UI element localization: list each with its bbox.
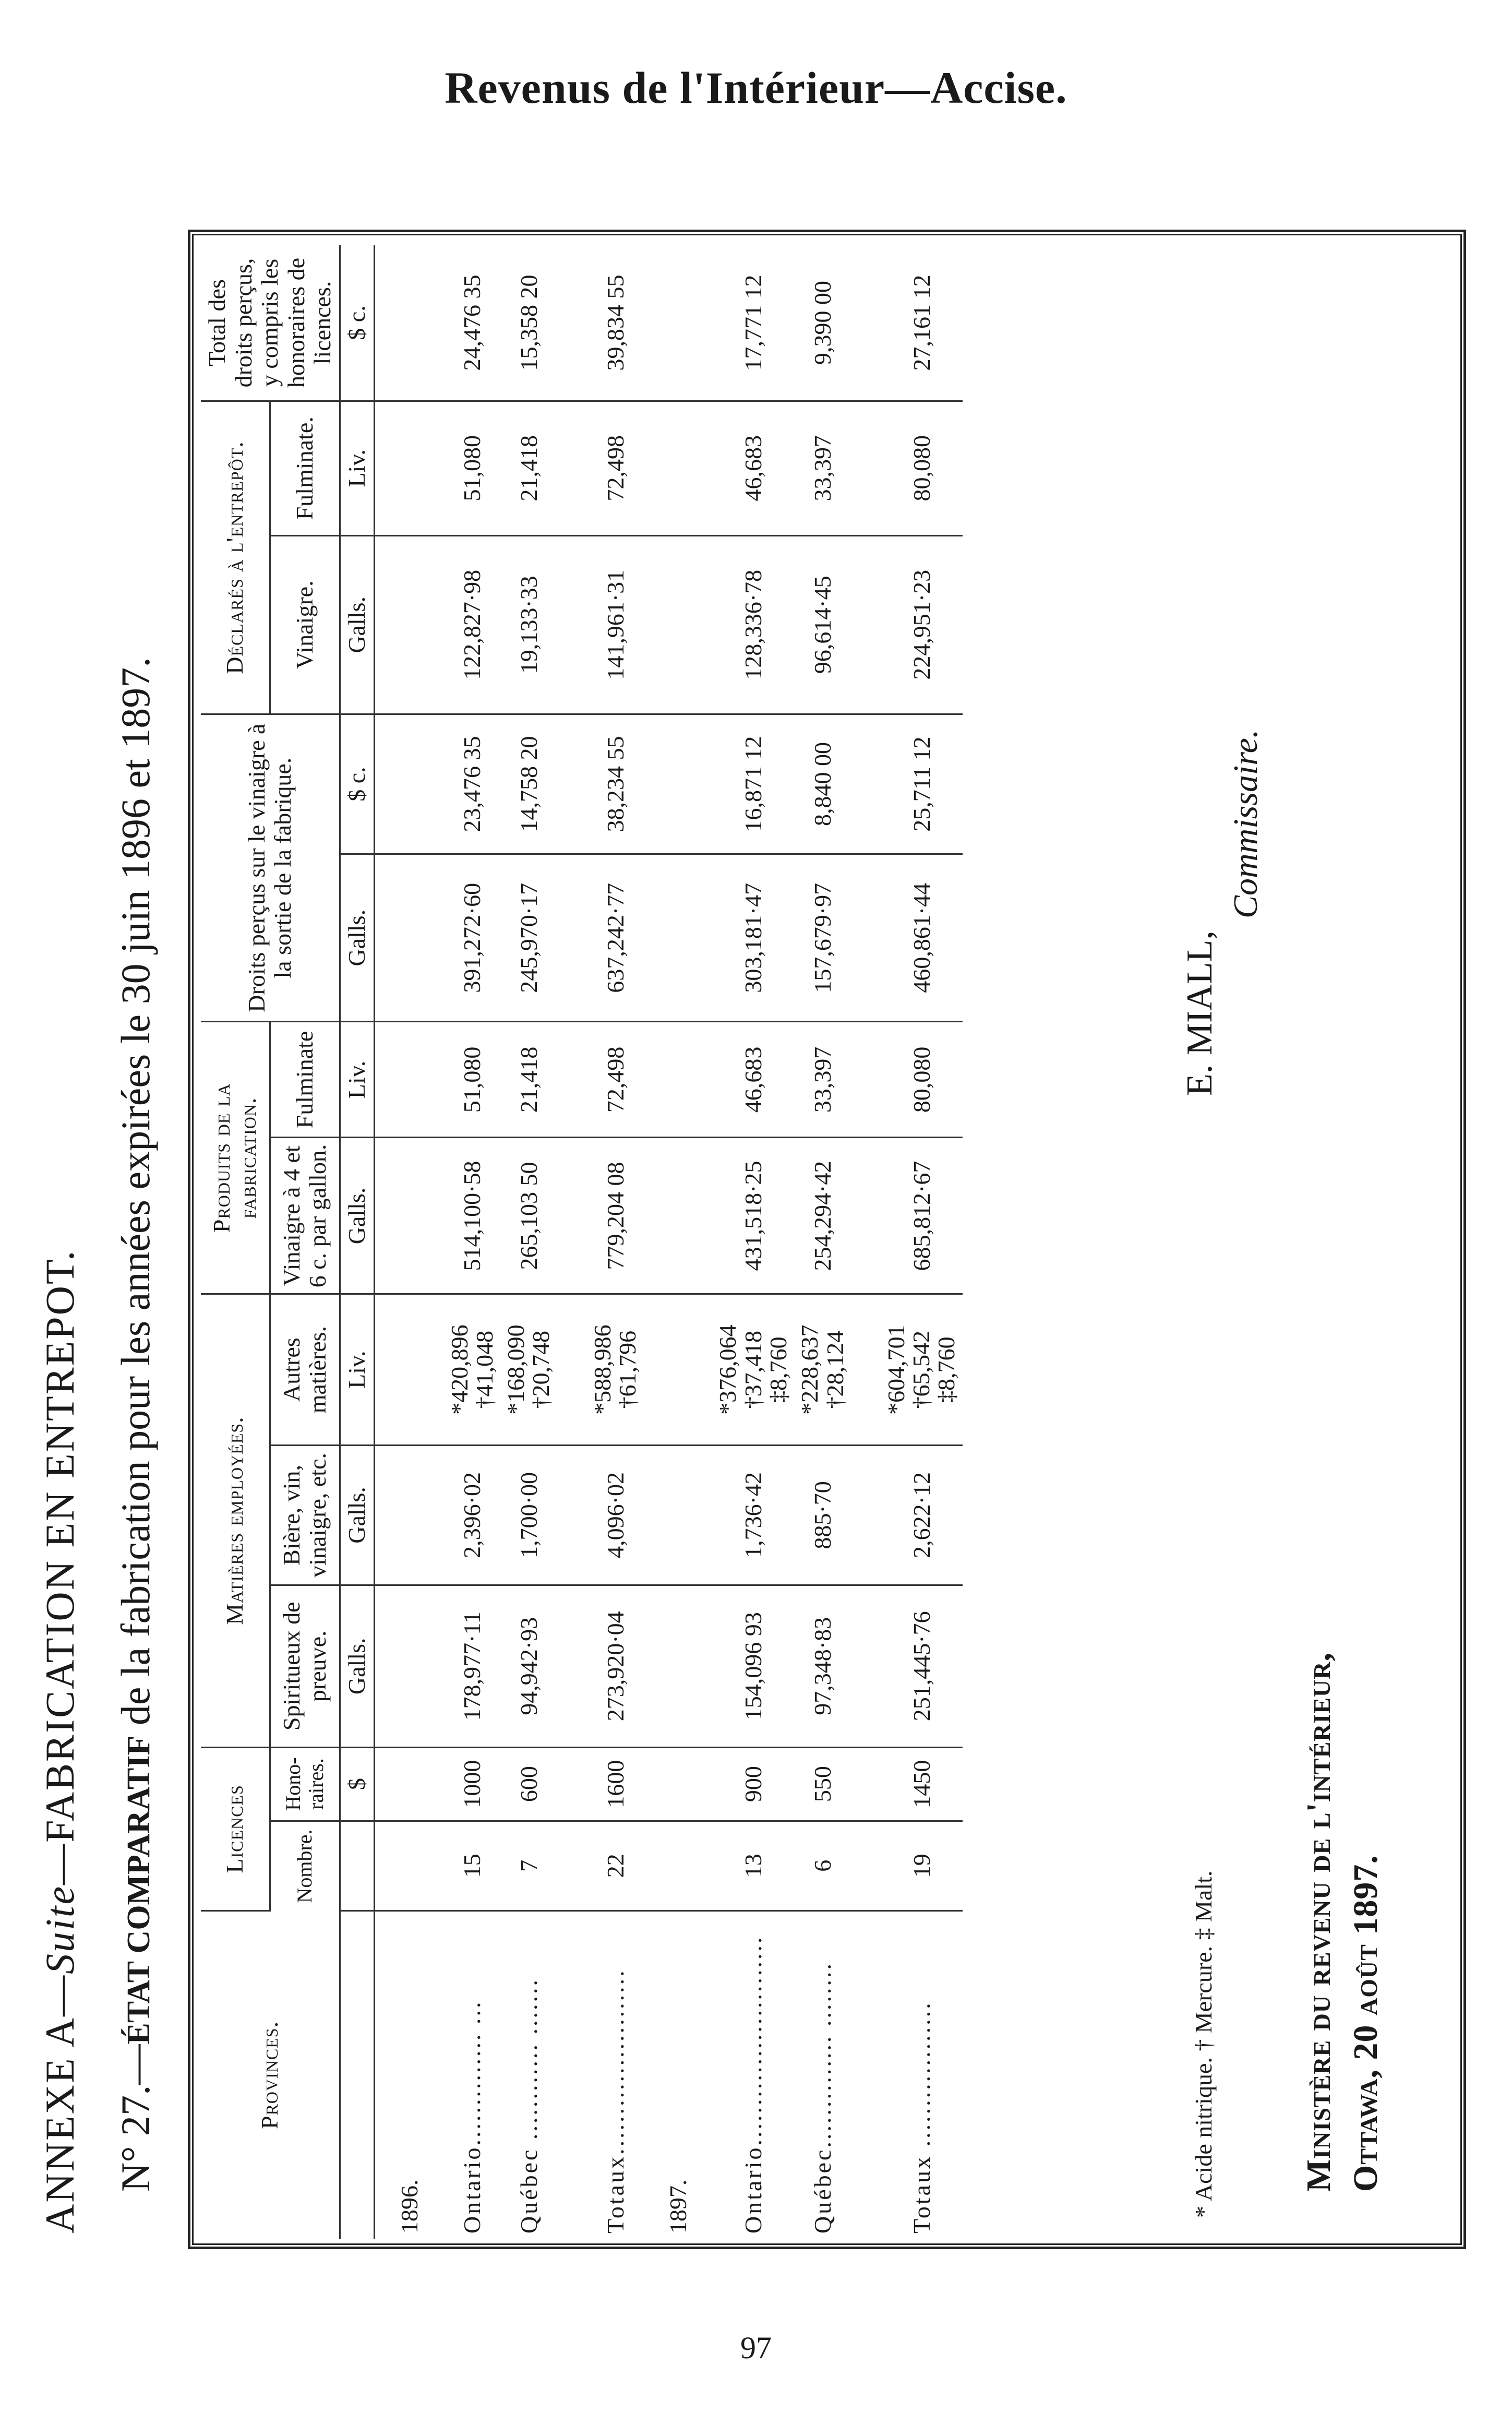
cell-dr-dol: 8,840 00: [794, 714, 851, 854]
unit-vin: Galls.: [340, 1138, 374, 1294]
col-biere: Bière, vin, vinaigre, etc.: [270, 1445, 340, 1585]
col-total: Total des droits perçus, y compris les honoraires de licences.: [201, 245, 340, 401]
col-fulminate: Fulminate: [270, 1022, 340, 1138]
cell-biere: 1,700·00: [500, 1445, 557, 1585]
annex-title: [37, 1249, 83, 2234]
cell-dr-galls: 157,679·97: [794, 854, 851, 1022]
col-droits: Droits perçus sur le vinaigre à la sortie de la fabrique.: [201, 714, 340, 1021]
footnote: * Acide nitrique. † Mercure. ‡ Malt.: [1190, 1870, 1217, 2218]
cell-dr-dol: 16,871 12: [712, 714, 794, 854]
cell-dec-vin: 96,614·45: [794, 535, 851, 714]
row-province: Ontario..........................: [740, 1935, 767, 2234]
row-province: Québec.............. ........: [809, 1962, 836, 2234]
cell-dec-vin: 122,827·98: [444, 535, 501, 714]
col-produits: Produits de la fabrication.: [201, 1022, 270, 1294]
cell-dec-vin: 19,133·33: [500, 535, 557, 714]
cell-hon: 1000: [444, 1747, 501, 1821]
cell-total: 24,476 35: [444, 245, 501, 401]
table-title: [112, 657, 159, 2192]
cell-nombre: 22: [587, 1821, 644, 1910]
table-row: [444, 245, 501, 2239]
unit-hon: $: [340, 1747, 374, 1821]
cell-hon: 600: [500, 1747, 557, 1821]
cell-dr-galls: 460,861·44: [881, 854, 963, 1022]
cell-fulm: 46,683: [712, 1022, 794, 1138]
cell-dr-galls: 303,181·47: [712, 854, 794, 1022]
cell-vin: 431,518·25: [712, 1138, 794, 1294]
cell-autres-2: †61,796: [614, 1330, 641, 1409]
cell-autres: [794, 1294, 851, 1445]
cell-dec-fulm: 46,683: [712, 401, 794, 535]
cell-autres: [444, 1294, 501, 1445]
cell-spir: 154,096 93: [712, 1585, 794, 1748]
cell-fulm: 21,418: [500, 1022, 557, 1138]
cell-dec-vin: 128,336·78: [712, 535, 794, 714]
cell-spir: 97,348·83: [794, 1585, 851, 1748]
cell-autres-1: *420,896: [446, 1324, 473, 1415]
cell-vin: 254,294·42: [794, 1138, 851, 1294]
cell-vin: 514,100·58: [444, 1138, 501, 1294]
page-number: 97: [740, 2331, 772, 2365]
cell-biere: 2,622·12: [881, 1445, 963, 1585]
table-title-rest: de la fabrication pour les années expirées le 30 juin 1896 et 1897.: [113, 657, 158, 1736]
unit-autres: Liv.: [340, 1294, 374, 1445]
ottawa-date-line: Ottawa, 20 août 1897.: [1347, 1855, 1385, 2192]
year-1897: 1897.: [664, 2179, 691, 2234]
signature-title: Commissaire.: [1227, 729, 1265, 918]
cell-dr-galls: 391,272·60: [444, 854, 501, 1022]
totals-row-1896: [587, 245, 644, 2239]
col-dec-vinaigre: Vinaigre.: [270, 535, 340, 714]
col-nombre: Nombre.: [270, 1821, 340, 1910]
row-province: Totaux.......................: [602, 1968, 629, 2234]
cell-total: 27,161 12: [881, 245, 963, 401]
col-dec-fulminate: Fulminate.: [270, 401, 340, 535]
cell-dr-dol: 38,234 55: [587, 714, 644, 854]
cell-hon: 1450: [881, 1747, 963, 1821]
unit-total: $ c.: [340, 245, 374, 401]
cell-biere: 885·70: [794, 1445, 851, 1585]
cell-fulm: 72,498: [587, 1022, 644, 1138]
cell-dr-galls: 637,242·77: [587, 854, 644, 1022]
table-row: [500, 245, 557, 2239]
cell-autres-2: †20,748: [527, 1330, 555, 1409]
cell-dec-fulm: 72,498: [587, 401, 644, 535]
col-spiritueux: Spiritueux de preuve.: [270, 1585, 340, 1748]
cell-autres: [500, 1294, 557, 1445]
cell-autres: [712, 1294, 794, 1445]
cell-total: 9,390 00: [794, 245, 851, 401]
cell-total: 39,834 55: [587, 245, 644, 401]
cell-dec-fulm: 51,080: [444, 401, 501, 535]
unit-blank: [340, 1910, 374, 2239]
cell-nombre: 6: [794, 1821, 851, 1910]
annex-title-suffix: —FABRICATION EN ENTREPOT.: [37, 1249, 82, 1885]
cell-biere: 1,736·42: [712, 1445, 794, 1585]
cell-dr-galls: 245,970·17: [500, 854, 557, 1022]
table-number: N° 27.—: [113, 2044, 158, 2192]
cell-autres-1: *604,701: [882, 1324, 909, 1415]
totals-row-1897: [881, 245, 963, 2239]
table-title-caps: ÉTAT COMPARATIF: [121, 1735, 157, 2045]
signature-name: E. MIALL,: [1180, 930, 1220, 1096]
table-row: [794, 245, 851, 2239]
cell-dec-fulm: 80,080: [881, 401, 963, 535]
cell-fulm: 33,397: [794, 1022, 851, 1138]
annex-title-prefix: ANNEXE A—: [37, 1974, 82, 2234]
cell-total: 17,771 12: [712, 245, 794, 401]
cell-vin: 265,103 50: [500, 1138, 557, 1294]
cell-dec-vin: 224,951·23: [881, 535, 963, 714]
cell-dr-dol: 25,711 12: [881, 714, 963, 854]
col-autres: Autres matières.: [270, 1294, 340, 1445]
cell-biere: 4,096·02: [587, 1445, 644, 1585]
cell-autres-2: †28,124: [821, 1330, 848, 1409]
cell-nombre: 19: [881, 1821, 963, 1910]
cell-hon: 550: [794, 1747, 851, 1821]
cell-dr-dol: 14,758 20: [500, 714, 557, 854]
cell-fulm: 51,080: [444, 1022, 501, 1138]
col-vinaigre-gallon: Vinaigre à 4 et 6 c. par gallon.: [270, 1138, 340, 1294]
col-matieres: Matières employées.: [201, 1294, 270, 1747]
cell-total: 15,358 20: [500, 245, 557, 401]
cell-autres-3: ‡8,760: [933, 1336, 960, 1403]
unit-dec-fulm: Liv.: [340, 401, 374, 535]
cell-autres-1: *168,090: [502, 1324, 530, 1415]
table-row: [712, 245, 794, 2239]
ministere-line: Ministère du revenu de l'intérieur,: [1300, 1652, 1338, 2192]
manufacturing-table: [201, 245, 963, 2239]
cell-hon: 1600: [587, 1747, 644, 1821]
cell-spir: 251,445·76: [881, 1585, 963, 1748]
col-provinces: Provinces.: [201, 1910, 340, 2239]
cell-nombre: 15: [444, 1821, 501, 1910]
year-1896: 1896.: [396, 2179, 423, 2234]
cell-spir: 273,920·04: [587, 1585, 644, 1748]
cell-vin: 779,204 08: [587, 1138, 644, 1294]
cell-vin: 685,812·67: [881, 1138, 963, 1294]
page-header: Revenus de l'Intérieur—Accise.: [445, 63, 1067, 113]
cell-autres-1: *376,064: [714, 1324, 741, 1415]
row-province: Québec ............ .......: [515, 1978, 542, 2234]
cell-autres-2: †37,418: [739, 1330, 766, 1409]
unit-fulm: Liv.: [340, 1022, 374, 1138]
annex-title-italic: Suite: [37, 1884, 82, 1974]
cell-nombre: 7: [500, 1821, 557, 1910]
cell-autres-1: *228,637: [796, 1324, 823, 1415]
unit-dec-vin: Galls.: [340, 535, 374, 714]
cell-fulm: 80,080: [881, 1022, 963, 1138]
cell-biere: 2,396·02: [444, 1445, 501, 1585]
cell-spir: 178,977·11: [444, 1585, 501, 1748]
row-province: Totaux ..................: [908, 2001, 935, 2234]
col-honoraires: Hono- raires.: [270, 1747, 340, 1821]
cell-autres-1: *588,986: [589, 1324, 616, 1415]
col-declares: Déclarés à l'entrepôt.: [201, 401, 270, 714]
cell-hon: 900: [712, 1747, 794, 1821]
cell-nombre: 13: [712, 1821, 794, 1910]
rotated-page-body: [0, 188, 1461, 2327]
cell-dec-fulm: 21,418: [500, 401, 557, 535]
col-licences: Licences: [201, 1747, 270, 1910]
cell-dr-dol: 23,476 35: [444, 714, 501, 854]
cell-autres-2: †65,542: [908, 1330, 935, 1409]
cell-autres-2: †41,048: [471, 1330, 498, 1409]
unit-blank-2: [340, 1821, 374, 1910]
unit-dr-galls: Galls.: [340, 854, 374, 1022]
unit-spir: Galls.: [340, 1585, 374, 1748]
cell-dec-fulm: 33,397: [794, 401, 851, 535]
cell-autres: [881, 1294, 963, 1445]
cell-spir: 94,942·93: [500, 1585, 557, 1748]
cell-autres-3: ‡8,760: [764, 1336, 791, 1403]
row-province: Ontario.............. ...: [459, 2000, 486, 2234]
unit-dr-dol: $ c.: [340, 714, 374, 854]
unit-biere: Galls.: [340, 1445, 374, 1585]
cell-dec-vin: 141,961·31: [587, 535, 644, 714]
cell-autres: [587, 1294, 644, 1445]
